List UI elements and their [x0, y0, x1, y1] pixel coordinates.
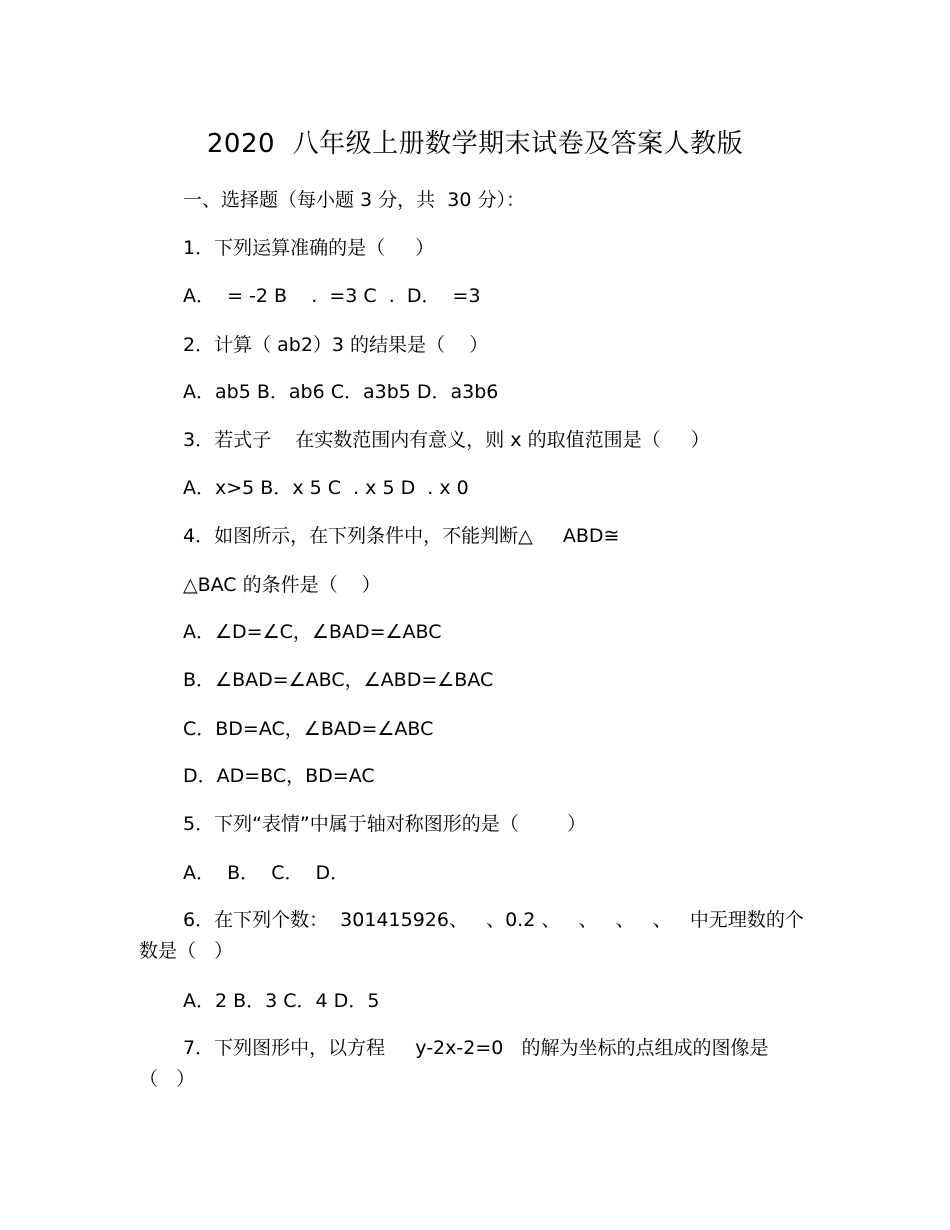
question-4-option-b: B．∠BAD=∠ABC，∠ABD=∠BAC	[183, 669, 494, 691]
question-5-options: A． B． C． D．	[183, 862, 350, 884]
question-3-options: A．x>5 B．x 5 C . x 5 D . x 0	[183, 477, 469, 499]
question-4-option-d: D．AD=BC，BD=AC	[183, 765, 375, 787]
page-title: 2020 八年级上册数学期末试卷及答案人教版	[206, 129, 744, 159]
question-3: 3．若式子 在实数范围内有意义，则 x 的取值范围是（ ）	[183, 429, 710, 451]
question-1-options: A． = -2 B . =3 C . D． =3	[183, 285, 481, 307]
question-6: 6．在下列个数： 301415926、 、0.2 、 、 、 、 中无理数的个	[183, 909, 804, 931]
question-4-continued: △BAC 的条件是（ ）	[183, 574, 381, 596]
question-5: 5．下列“表情”中属于轴对称图形的是（ ）	[183, 813, 587, 835]
question-6-options: A．2 B．3 C．4 D．5	[183, 990, 380, 1012]
question-7-continued: （ ）	[139, 1068, 196, 1090]
question-1: 1．下列运算准确的是（ ）	[183, 237, 435, 259]
question-4-option-c: C．BD=AC，∠BAD=∠ABC	[183, 718, 434, 740]
question-2-options: A．ab5 B．ab6 C．a3b5 D．a3b6	[183, 381, 499, 403]
question-4: 4．如图所示，在下列条件中，不能判断△ ABD≅	[183, 525, 620, 547]
question-7: 7．下列图形中，以方程 y-2x-2=0 的解为坐标的点组成的图像是	[183, 1037, 769, 1059]
question-6-continued: 数是（ ）	[139, 940, 234, 962]
section-heading: 一、选择题（每小题 3 分，共 30 分）：	[183, 189, 525, 211]
question-2: 2．计算（ ab2）3 的结果是（ ）	[183, 334, 489, 356]
question-4-option-a: A．∠D=∠C，∠BAD=∠ABC	[183, 621, 442, 643]
